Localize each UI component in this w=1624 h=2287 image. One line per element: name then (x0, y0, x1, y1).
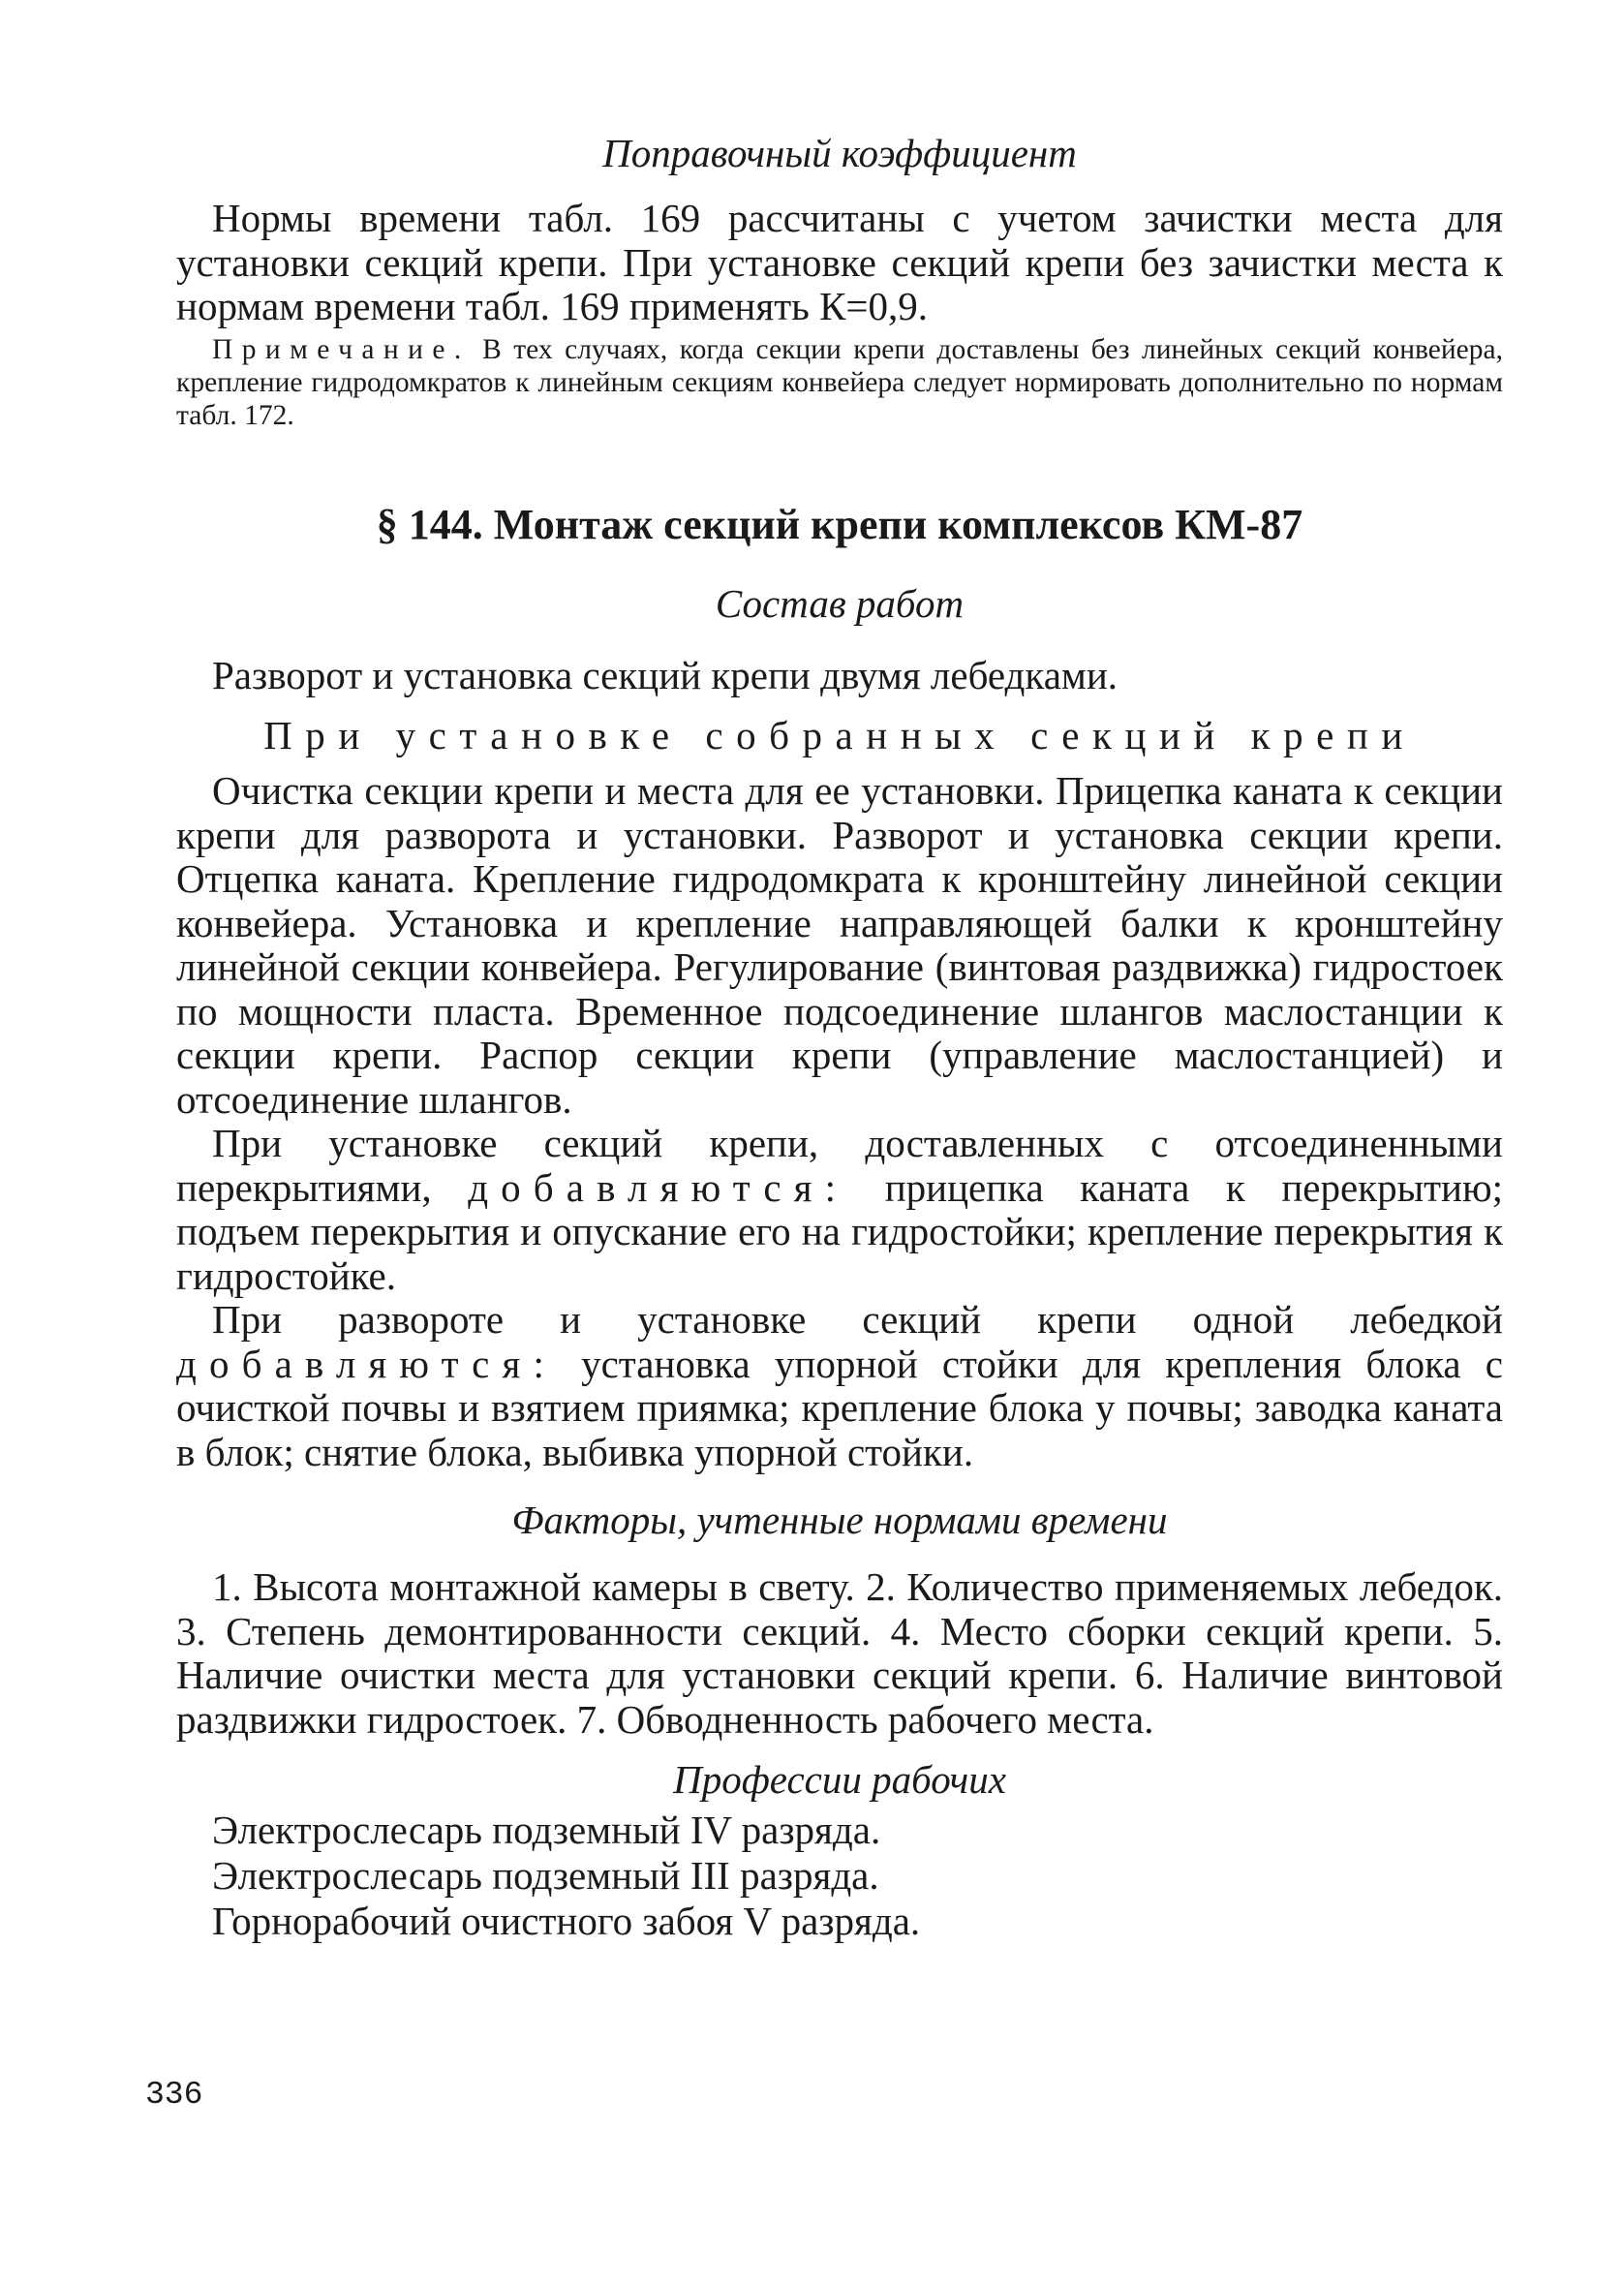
paragraph-3-spaced: добавляются: (176, 1341, 557, 1386)
paragraph-3-start: При развороте и установке секций крепи одной лебедкой (212, 1297, 1503, 1342)
professions-list (176, 1808, 1503, 1944)
correction-heading: Поправочный коэффициент (602, 131, 1077, 175)
profession-item: Электрослесарь подземный IV разряда. (212, 1808, 881, 1852)
work-composition-heading: Состав работ (715, 580, 965, 626)
correction-note (176, 333, 1503, 432)
profession-item: Электрослесарь подземный III разряда. (212, 1853, 879, 1898)
work-composition-intro: Разворот и установка секций крепи двумя лебедками. (212, 652, 1118, 697)
factors-text: 1. Высота монтажной камеры в свету. 2. Количество применяемых лебедок. 3. Степень демонтированности секций. 4. Место сборки секций крепи. 5. Наличие очистки места для установки секций крепи. 6. Наличие винтовой раздвижки гидростоек. 7. Обводненность рабочего места. (176, 1564, 1503, 1742)
profession-item: Горнорабочий очистного забоя V разряда. (212, 1899, 921, 1943)
page-number: 336 (145, 2077, 203, 2113)
assembled-sections-subheading: При установке собранных секций крепи (263, 713, 1416, 757)
section-title: § 144. Монтаж секций крепи комплексов КМ-87 (376, 500, 1303, 548)
professions-heading: Профессии рабочих (673, 1757, 1006, 1802)
work-paragraph-1: Очистка секции крепи и места для ее установки. Прицепка каната к секции крепи для разворота и установки. Разворот и установка секции крепи. Отцепка каната. Крепление гидродомкрата к кронштейну линейной секции конвейера. Установка и крепление направляющей балки к кронштейну линейной секции конвейера. Регулирование (винтовая раздвижка) гидростоек по мощности пласта. Временное подсоединение шлангов маслостанции к секции крепи. Распор секции крепи (управление маслостанцией) и отсоединение шлангов. (176, 768, 1503, 1122)
paragraph-2-spaced: добавляются: (468, 1164, 849, 1210)
paragraph-2-end: прицепка каната к перекрытию; подъем перекрытия и опускание его на гидростойки; крепление перекрытия к гидростойке. (176, 1164, 1504, 1298)
work-paragraph-2 (176, 1122, 1503, 1298)
paragraph-3-end: установка упорной стойки для крепления блока с очисткой почвы и взятием приямка; крепление блока у почвы; заводка каната в блок; снятие блока, выбивка упорной стойки. (176, 1341, 1503, 1474)
correction-paragraph: Нормы времени табл. 169 рассчитаны с учетом зачистки места для установки секций крепи. При установке секций крепи без зачистки места к нормам времени табл. 169 применять К=0,9. (176, 196, 1503, 328)
note-text: В тех случаях, когда секции крепи доставлены без линейных секций конвейера, крепление гидродомкратов к линейным секциям конвейера следует нормировать дополнительно по нормам табл. 172. (176, 333, 1503, 431)
document-page (176, 0, 1503, 1944)
paragraph-2-start: При установке секций крепи, доставленных с отсоединенными перекрытиями, (176, 1121, 1503, 1210)
factors-heading: Факторы, учтенные нормами времени (511, 1498, 1168, 1542)
note-label: Примечание. (212, 333, 471, 365)
work-paragraph-3 (176, 1298, 1503, 1474)
